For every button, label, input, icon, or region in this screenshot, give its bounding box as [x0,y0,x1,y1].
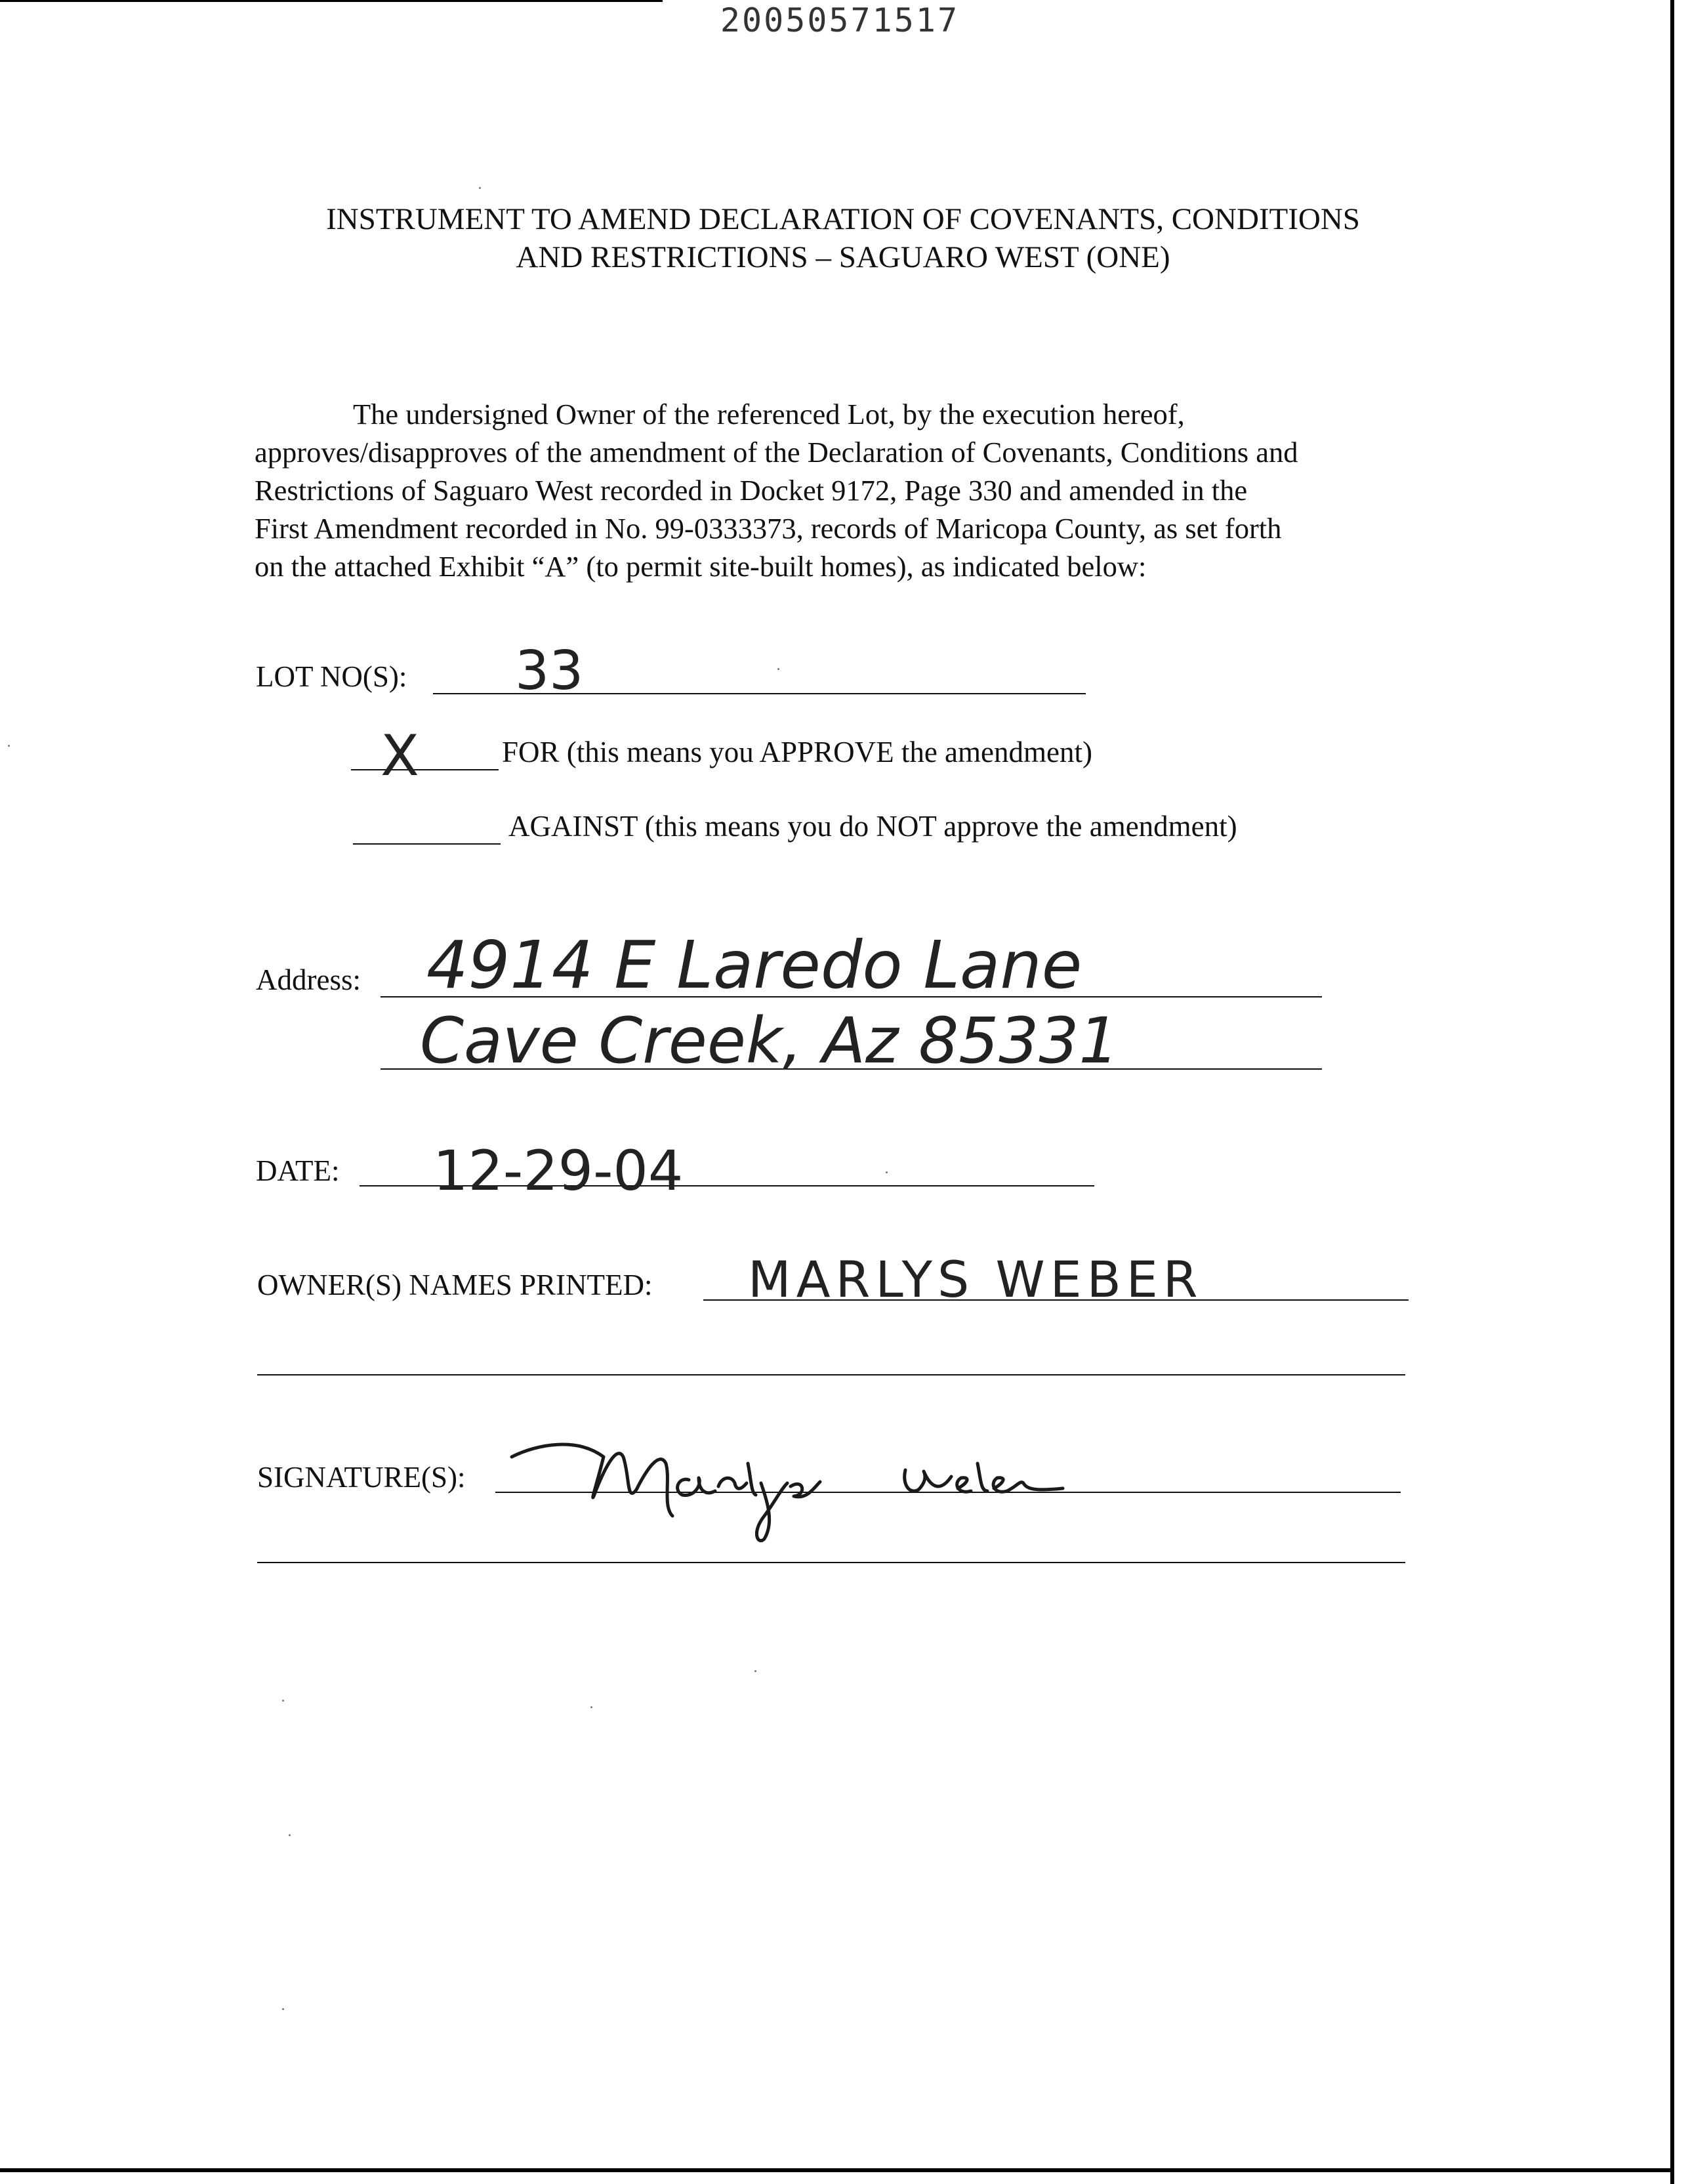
signature-label: SIGNATURE(S): [257,1461,466,1494]
scan-speck [754,1670,756,1672]
body-line-1: The undersigned Owner of the referenced Lot, by the execution hereof, [353,398,1185,430]
signature-line-2 [257,1562,1405,1563]
for-label: FOR (this means you APPROVE the amendment) [502,736,1092,768]
body-line-3: Restrictions of Saguaro West recorded in Docket 9172, Page 330 and amended in the [255,474,1248,507]
scan-edge-top [0,0,663,2]
against-label: AGAINST (this means you do NOT approve the amendment) [508,810,1237,843]
body-line-4: First Amendment recorded in No. 99-0333373, records of Maricopa County, as set forth [255,512,1282,545]
scan-edge-right [1670,0,1674,2184]
lot-value[interactable]: 33 [515,640,584,702]
scan-edge-bottom [0,2168,1674,2172]
scan-speck [479,187,481,189]
address-value-line-2[interactable]: Cave Creek, Az 85331 [420,1004,1119,1078]
date-value[interactable]: 12-29-04 [433,1139,684,1203]
body-paragraph [255,395,1449,585]
owner-names-value[interactable]: MARLYS WEBER [748,1250,1203,1309]
body-line-5: on the attached Exhibit “A” (to permit site-built homes), as indicated below: [255,550,1147,583]
scan-speck [777,668,779,670]
against-blank-line[interactable] [353,843,501,845]
for-blank-line [351,769,499,770]
lot-label: LOT NO(S): [256,660,407,693]
body-line-2: approves/disapproves of the amendment of the Declaration of Covenants, Conditions and [255,436,1298,469]
record-number: 20050571517 [720,1,960,39]
address-label: Address: [256,963,361,996]
date-label: DATE: [256,1154,340,1187]
scan-speck [282,2008,284,2010]
title-line-2: AND RESTRICTIONS – SAGUARO WEST (ONE) [516,240,1170,274]
document-title [197,200,1489,276]
scan-speck [282,1700,284,1702]
address-value-line-1[interactable]: 4914 E Laredo Lane [426,927,1082,1003]
scan-speck [8,745,10,747]
owner-names-line-2 [257,1374,1405,1376]
owner-names-label: OWNER(S) NAMES PRINTED: [257,1269,653,1301]
scan-speck [886,1171,888,1173]
handwritten-signature [499,1418,1207,1549]
scan-speck [289,1834,291,1836]
for-checkmark[interactable]: X [381,723,419,789]
title-line-1: INSTRUMENT TO AMEND DECLARATION OF COVENANTS, CONDITIONS [326,202,1360,236]
scan-speck [590,1706,592,1708]
